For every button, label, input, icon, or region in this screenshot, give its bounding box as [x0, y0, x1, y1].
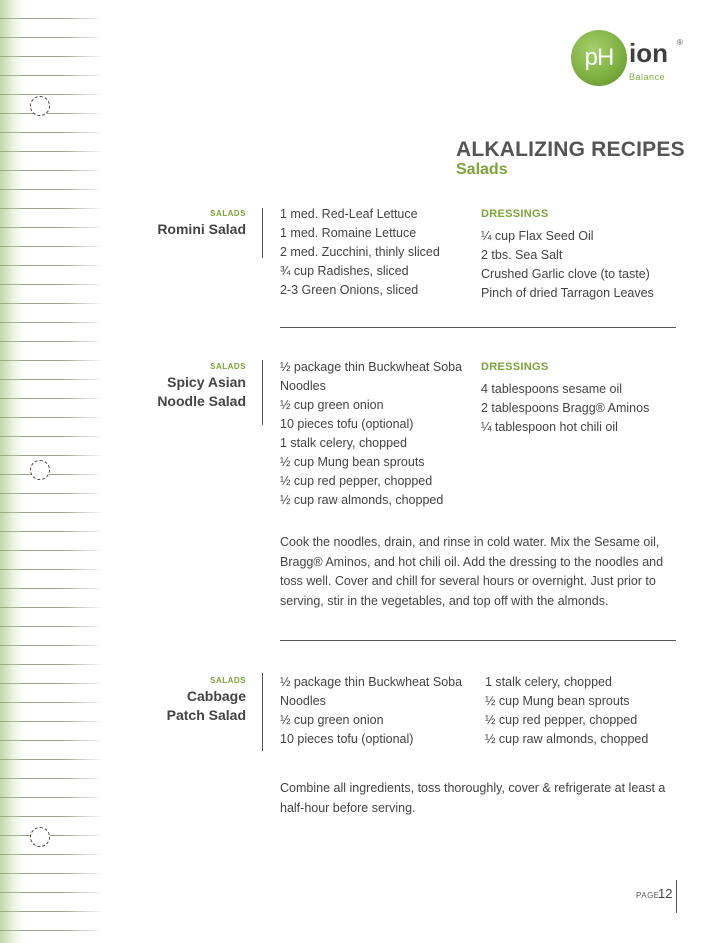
- section-divider: [280, 640, 676, 641]
- logo-circle: pH: [571, 30, 627, 86]
- binder-hole: [30, 96, 50, 116]
- phion-balance-logo: [571, 30, 691, 90]
- ingredient-item: 1 stalk celery, chopped: [280, 436, 407, 450]
- ingredient-item: 2-3 Green Onions, sliced: [280, 283, 419, 297]
- directions-line: Cook the noodles, drain, and rinse in cold water. Mix the Sesame oil,: [280, 535, 660, 549]
- ingredient-item: ¾ cup Radishes, sliced: [280, 264, 409, 278]
- page-number-rule: [676, 880, 677, 913]
- recipe-label: [157, 361, 246, 411]
- recipe-name: Cabbage: [186, 688, 246, 704]
- ingredient-item: 1 med. Romaine Lettuce: [280, 226, 417, 240]
- ingredient-item: ½ cup green onion: [280, 398, 384, 412]
- recipe-name: Patch Salad: [166, 707, 246, 723]
- dressing-item: 2 tbs. Sea Salt: [481, 248, 563, 262]
- directions-line: toss well. Cover and chill for several hours or overnight. Just prior to: [280, 574, 656, 588]
- dressings-list: [481, 360, 649, 437]
- dressing-item: ¼ cup Flax Seed Oil: [481, 229, 594, 243]
- ingredients-list-right: [485, 673, 648, 749]
- recipe-divider: [262, 673, 263, 751]
- recipe-label: [157, 208, 246, 239]
- ingredient-item: 10 pieces tofu (optional): [280, 732, 414, 746]
- ingredients-list: [280, 205, 440, 300]
- ingredient-item: 10 pieces tofu (optional): [280, 417, 414, 431]
- recipe-directions: [280, 533, 670, 611]
- ingredient-item: Noodles: [280, 379, 326, 393]
- recipe-name: Romini Salad: [157, 221, 246, 237]
- ingredient-item: ½ cup raw almonds, chopped: [485, 732, 649, 746]
- recipe-directions: [280, 779, 670, 818]
- ingredient-item: ½ cup red pepper, chopped: [280, 474, 433, 488]
- section-divider: [280, 327, 676, 328]
- recipe-divider: [262, 208, 263, 258]
- ingredient-item: 1 stalk celery, chopped: [485, 675, 612, 689]
- ingredient-item: ½ cup Mung bean sprouts: [280, 455, 425, 469]
- ingredient-item: Noodles: [280, 694, 326, 708]
- recipe-divider: [262, 360, 263, 425]
- binder-hole: [30, 827, 50, 847]
- recipe-label: [167, 675, 246, 725]
- recipe-category-tag: SALADS: [210, 362, 246, 371]
- page-label: PAGE: [636, 891, 660, 900]
- ingredient-item: 1 med. Red-Leaf Lettuce: [280, 207, 418, 221]
- directions-line: serving, stir in the vegetables, and top off with the almonds.: [280, 593, 609, 608]
- dressing-item: 4 tablespoons sesame oil: [481, 382, 623, 396]
- logo-balance: Balance: [629, 72, 666, 82]
- recipe-category-tag: SALADS: [210, 676, 246, 685]
- page-subtitle: Salads: [456, 161, 508, 178]
- page-number: 12: [658, 886, 673, 901]
- dressings-list: [481, 207, 654, 303]
- logo-ion: ion: [629, 38, 668, 68]
- ingredient-item: 2 med. Zucchini, thinly sliced: [280, 245, 440, 259]
- directions-line: Bragg® Aminos, and hot chili oil. Add the dressing to the noodles and: [280, 554, 664, 569]
- ingredient-item: ½ cup green onion: [280, 713, 384, 727]
- page-title: ALKALIZING RECIPES: [456, 138, 685, 161]
- logo-registered: ®: [677, 38, 683, 47]
- ingredient-item: ½ cup red pepper, chopped: [485, 713, 638, 727]
- dressings-heading: DRESSINGS: [481, 208, 549, 220]
- ingredient-item: ½ package thin Buckwheat Soba: [280, 675, 463, 689]
- ingredient-item: ½ package thin Buckwheat Soba: [280, 360, 463, 374]
- dressings-heading: DRESSINGS: [481, 361, 549, 373]
- recipe-name: Spicy Asian: [167, 374, 246, 390]
- ingredient-item: ½ cup Mung bean sprouts: [485, 694, 630, 708]
- dressing-item: Pinch of dried Tarragon Leaves: [481, 286, 654, 300]
- ingredients-list: [280, 673, 462, 749]
- ingredients-list: [280, 358, 462, 510]
- directions-line: half-hour before serving.: [280, 800, 416, 815]
- recipe-category-tag: SALADS: [210, 209, 246, 218]
- dressing-item: Crushed Garlic clove (to taste): [481, 267, 650, 281]
- binder-hole: [30, 460, 50, 480]
- directions-line: Combine all ingredients, toss thoroughly, cover & refrigerate at least a: [280, 781, 666, 795]
- dressing-item: 2 tablespoons Bragg® Aminos: [481, 401, 650, 415]
- dressing-item: ¼ tablespoon hot chili oil: [481, 420, 618, 434]
- ingredient-item: ½ cup raw almonds, chopped: [280, 493, 444, 507]
- recipe-name: Noodle Salad: [157, 393, 246, 409]
